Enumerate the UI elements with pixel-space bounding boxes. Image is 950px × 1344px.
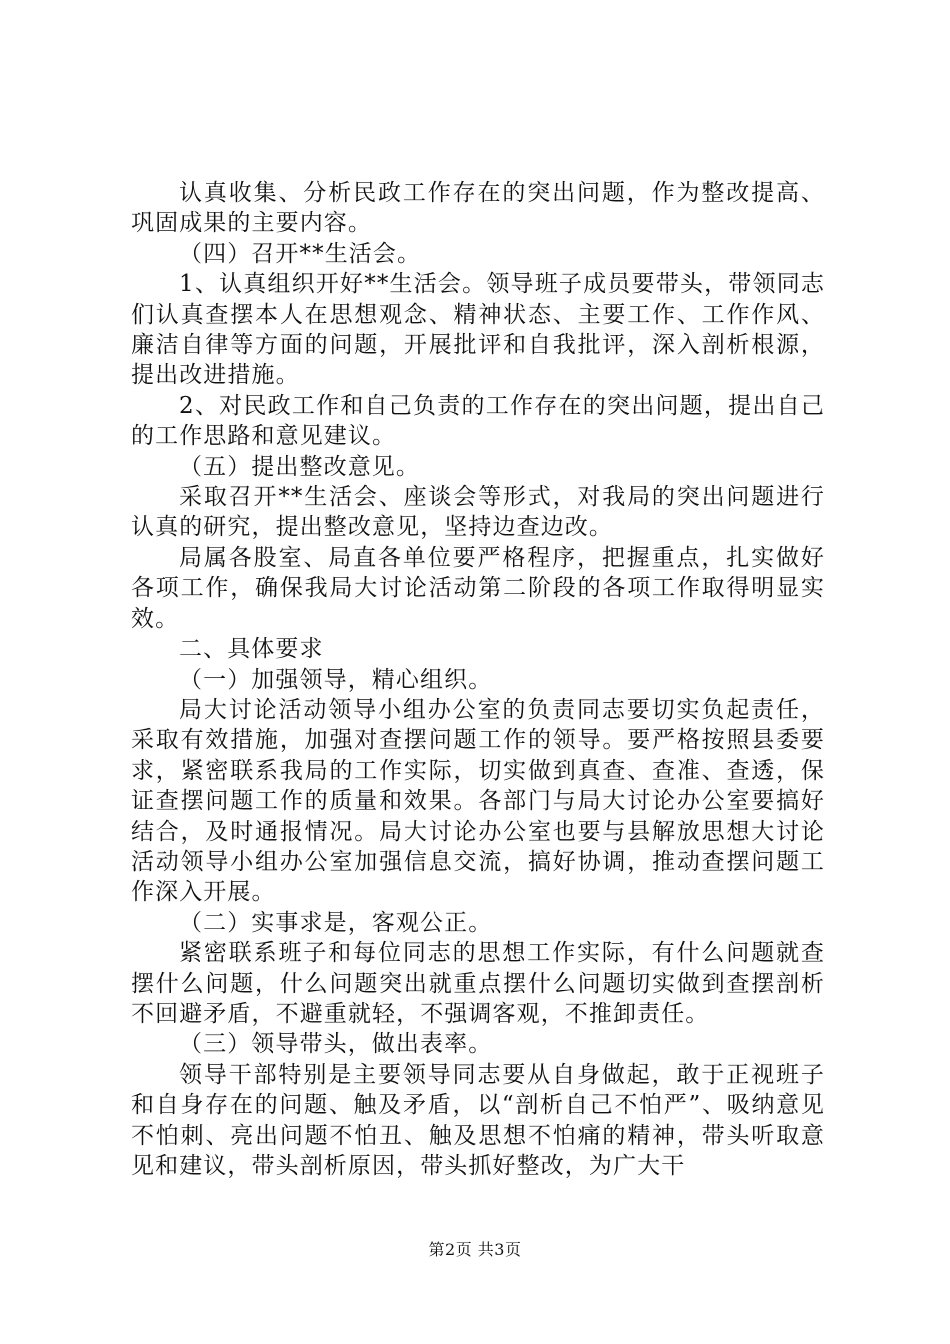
paragraph-4: 2、对民政工作和自己负责的工作存在的突出问题，提出自己的工作思路和意见建议。: [131, 392, 825, 450]
page-footer: 第2页 共3页: [428, 1240, 522, 1259]
document-body: [131, 178, 825, 1181]
paragraph-2: （四）召开**生活会。: [179, 240, 422, 267]
section-heading: 二、具体要求: [179, 636, 324, 663]
paragraph-14: 领导干部特别是主要领导同志要从自身做起，敢于正视班子和自身存在的问题、触及矛盾，以“剖析自己不怕严”、吸纳意见不怕刺、亮出问题不怕丑、触及思想不怕痛的精神，带头听取意见和建议，带头剖析原因，带头抓好整改，为广大干: [131, 1061, 825, 1179]
paragraph-10: 局大讨论活动领导小组办公室的负责同志要切实负起责任，采取有效措施，加强对查摆问题工作的领导。要严格按照县委要求，紧密联系我局的工作实际，切实做到真查、查准、查透，保证查摆问题工作的质量和效果。各部门与局大讨论办公室要搞好结合，及时通报情况。局大讨论办公室也要与县解放思想大讨论活动领导小组办公室加强信息交流，搞好协调，推动查摆问题工作深入开展。: [131, 696, 825, 906]
paragraph-3: 1、认真组织开好**生活会。领导班子成员要带头，带领同志们认真查摆本人在思想观念、精神状态、主要工作、工作作风、廉洁自律等方面的问题，开展批评和自我批评，深入剖析根源，提出改进措施。: [131, 271, 825, 389]
paragraph-9: （一）加强领导，精心组织。: [179, 666, 493, 693]
paragraph-12: 紧密联系班子和每位同志的思想工作实际，有什么问题就查摆什么问题，什么问题突出就重点摆什么问题切实做到查摆剖析不回避矛盾，不避重就轻，不强调客观，不推卸责任。: [131, 940, 825, 1027]
paragraph-7: 局属各股室、局直各单位要严格程序，把握重点，扎实做好各项工作，确保我局大讨论活动第二阶段的各项工作取得明显实效。: [131, 544, 825, 632]
paragraph-1: 认真收集、分析民政工作存在的突出问题，作为整改提高、巩固成果的主要内容。: [131, 180, 825, 237]
paragraph-6: 采取召开**生活会、座谈会等形式，对我局的突出问题进行认真的研究，提出整改意见，坚持边查边改。: [131, 484, 825, 541]
paragraph-5: （五）提出整改意见。: [179, 453, 420, 480]
paragraph-13: （三）领导带头，做出表率。: [179, 1031, 493, 1058]
paragraph-11: （二）实事求是，客观公正。: [179, 909, 493, 936]
